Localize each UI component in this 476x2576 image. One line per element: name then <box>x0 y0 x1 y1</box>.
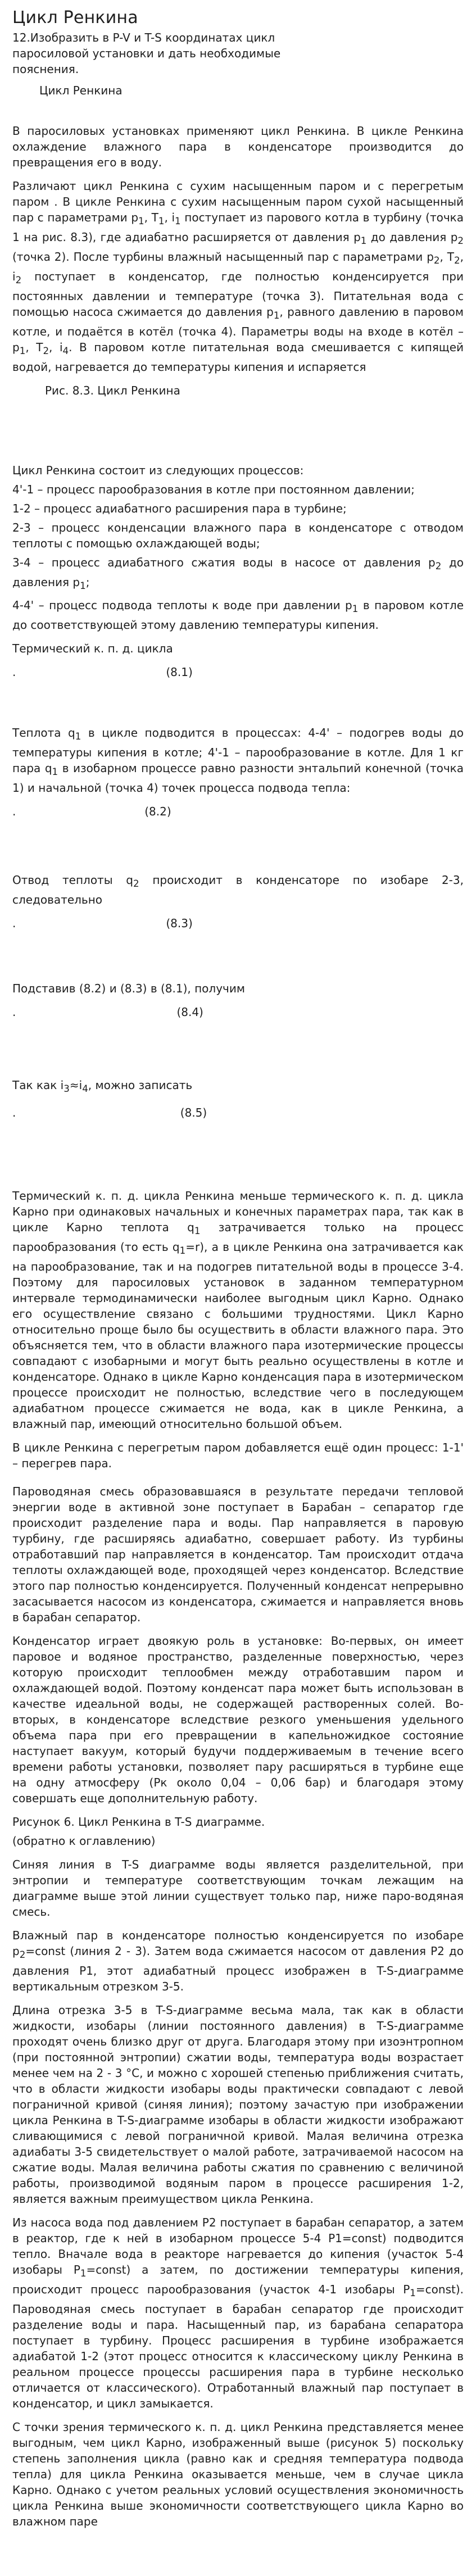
formula-8-5: . (8.5) <box>12 1106 207 1119</box>
figure-6-caption: Рисунок 6. Цикл Ренкина в T-S диаграмме. <box>12 1815 265 1829</box>
formula-8-4: . (8.4) <box>12 1005 203 1019</box>
formula-8-1: . (8.1) <box>12 665 193 679</box>
since-paragraph: Так как $i_3\approx i_4$, можно записать <box>12 1078 193 1094</box>
substitute-paragraph: Подставив (8.2) и (8.3) в (8.1), получим <box>12 982 245 995</box>
process-item: 4'-1 – процесс парообразования в котле при постоянном давлении; <box>12 483 415 496</box>
final-paragraph: С точки зрения термического к. п. д. цикл Ренкина представляется менее выгодным, чем цикл Карно, изображенный выше (рисунок 5) поскольку степень заполнения цикла (равно как и средняя температура подвода тепла) для цикла Ренкина оказывается меньше, чем в случае цикла Карно. Однако с учетом реальных условий осуществления экономичность цикла Ренкина выше экономичности соответствующего цикла Карно во влажном паре <box>12 2420 464 2528</box>
thermal-efficiency-label: Термический к. п. д. цикла <box>12 642 173 655</box>
process-item: 1-2 – процесс адиабатного расширения пара в турбине; <box>12 502 347 515</box>
processes-intro: Цикл Ренкина состоит из следующих процессов: <box>12 464 304 477</box>
ts-paragraph-1: Синяя линия в T-S диаграмме воды является разделительной, при энтропии и температуре соответствующим точкам лежащим на диаграмме выше этой линии существует только пар, ниже паро-водяная смесь. <box>12 1858 464 1919</box>
question-text: 12.Изобразить в P-V и T-S координатах цикл паросиловой установки и дать необходимые пояснения. <box>12 31 281 76</box>
ts-paragraph-3: Длина отрезка 3-5 в T-S-диаграмме весьма мала, так как в области жидкости, изобары (линии постоянного давления) в T-S-диаграмме проходят очень близко друг от друга. Благодаря этому при изоэнтропном (при постоянной энтропии) сжатии воды, температура воды возрастает менее чем на 2 - 3 °С, и можно с хорошей степенью приближения считать, что в области жидкости изобары воды практически совпадают с левой пограничной кривой (синяя линия); поэтому зачастую при изображении цикла Ренкина в T-S-диаграмме изобары в области жидкости изображают сливающимися с левой пограничной кривой. Малая величина отрезка адиабаты 3-5 свидетельствует о малой работе, затрачиваемой насосом на сжатие воды. Малая величина работы сжатия по сравнению с величиной работы, производимой водяным паром в процессе расширения 1-2, является важным преимуществом цикла Ренкина. <box>12 2003 464 2206</box>
ts-paragraph-2: Влажный пар в конденсаторе полностью конденсируется по изобаре $p_2=const$ (линия 2 - 3). Затем вода сжимается насосом от давления P2 до давления P1, этот адиабатный процесс изображен в T-S-диаграмме вертикальным отрезком 3-5. <box>12 1929 464 1993</box>
back-to-contents-link[interactable]: (обратно к оглавлению) <box>12 1834 156 1848</box>
intro-paragraph: В паросиловых установках применяют цикл Ренкина. В цикле Ренкина охлаждение влажного пара в конденсаторе производится до превращения его в воду. <box>12 124 464 169</box>
separator-paragraph: Пароводяная смесь образовавшаяся в результате передачи тепловой энергии воде в активной зоне поступает в Барабан – сепаратор где происходит разделение пара и воды. Пар направляется в паровую турбину, где расширяясь адиабатно, совершает работу. Из турбины отработавший пар направляется в конденсатор. Там происходит отдача теплоты охлаждающей воде, проходящей через конденсатор. Вследствие этого пар полностью конденсируется. Полученный конденсат непрерывно засасывается насосом из конденсатора, сжимается и направляется вновь в барабан сепаратор. <box>12 1485 464 1624</box>
cycle-description-paragraph: Различают цикл Ренкина с сухим насыщенным паром и с перегретым паром . В цикле Ренкина с сухим насыщенным паром сухой насыщенный пар с параметрами $p_1$, $T_1$, $i_1$ поступает из парового котла в турбину (точка 1 на рис. 8.3), где адиабатно расширяется от давления $p_1$ до давления $p_2$ (точка 2). После турбины влажный насыщенный пар с параметрами $p_2$, $T_2$, $i_2$ поступает в конденсатор, где полностью конденсируется при постоянных давлении и температуре (точка 3). Питательная вода с помощью насоса сжимается до давления $p_1$, равного давлению в паровом котле, и подаётся в котёл (точка 4). Параметры воды на входе в котёл – $p_1$, $T_2$, $i_4$. В паровом котле питательная вода смешивается с кипящей водой, нагревается до температуры кипения и испаряется <box>12 179 464 374</box>
process-item: 2-3 – процесс конденсации влажного пара в конденсаторе с отводом теплоты с помощью охлаждающей воды; <box>12 521 464 550</box>
page-title: Цикл Ренкина <box>12 8 138 28</box>
heat-q1-paragraph: Теплота $q_1$ в цикле подводится в процессах: 4-4' – подогрев воды до температуры кипения в котле; 4'-1 – парообразование в котле. Для 1 кг пара $q_1$ в изобарном процессе равно разности энтальпий конечной (точка 1) и начальной (точка 4) точек процесса подвода тепла: <box>12 726 464 795</box>
formula-8-2: . (8.2) <box>12 805 171 818</box>
formula-8-3: . (8.3) <box>12 917 193 930</box>
process-item: 4-4' – процесс подвода теплоты к воде при давлении $p_1$ в паровом котле до соответствующей этому давлению температуры кипения. <box>12 598 464 632</box>
comparison-paragraph: Термический к. п. д. цикла Ренкина меньше термического к. п. д. цикла Карно при одинаковых начальных и конечных параметрах пара, так как в цикле Карно теплота $q_1$ затрачивается только на процесс парообразования (то есть $q_1=r$), а в цикле Ренкина она затрачивается как на парообразование, так и на подогрев питательной воды в процессе 3-4. Поэтому для паросиловых установок в заданном температурном интервале термодинамически наиболее выгодным цикл Карно. Однако его осуществление связано с большими трудностями. Цикл Карно относительно проще было бы осуществить в области влажного пара. Это объясняется тем, что в области влажного пара изотермические процессы совпадают с изобарными и могут быть реально осуществлены в котле и конденсаторе. Однако в цикле Карно конденсация пара в изотермическом процессе происходит не полностью, вследствие чего в последующем адиабатном процессе сжимается не вода, как в цикле Ренкина, а влажный пар, имеющий относительно большой объем. <box>12 1189 464 1431</box>
document-page <box>0 8 476 2576</box>
cycle-label: Цикл Ренкина <box>39 84 123 97</box>
heat-q2-paragraph: Отвод теплоты $q_2$ происходит в конденсаторе по изобаре 2-3, следовательно <box>12 873 464 906</box>
condenser-paragraph: Конденсатор играет двоякую роль в установке: Во-первых, он имеет паровое и водяное пространство, разделенные поверхностью, через которую происходит теплообмен между отработавшим паром и охлаждающей водой. Поэтому конденсат пара может быть использован в качестве идеальной воды, не содержащей растворенных солей. Во-вторых, в конденсаторе вследствие резкого уменьшения удельного объема пара при его превращении в капельножидкое состояние наступает вакуум, который будучи поддерживаемым в течение всего времени работы установки, позволяет пару расширяться в турбине еще на одну атмосферу (Рк около 0,04 – 0,06 бар) и благодаря этому совершать еще дополнительную работу. <box>12 1634 464 1805</box>
ts-paragraph-4: Из насоса вода под давлением P2 поступает в барабан сепаратор, а затем в реактор, где к ней в изобарном процессе 5-4 P1=const) подводится тепло. Вначале вода в реакторе нагревается до кипения (участок 5-4 изобары $P_1=const$) а затем, по достижении температуры кипения, происходит процесс парообразования (участок 4-1 изобары $P_1=const$). Пароводяная смесь поступает в барабан сепаратор где происходит разделение воды и пара. Насыщенный пар, из барабана сепаратора поступает в турбину. Процесс расширения в турбине изображается адиабатой 1-2 (этот процесс относится к классическому циклу Ренкина в реальном процессе процессы расширения пара в турбине несколько отличается от классического). Отработанный влажный пар поступает в конденсатор, и цикл замыкается. <box>12 2216 464 2410</box>
figure-8-3-caption: Рис. 8.3. Цикл Ренкина <box>45 384 180 397</box>
superheat-paragraph: В цикле Ренкина с перегретым паром добавляется ещё один процесс: 1-1' – перегрев пара. <box>12 1441 464 1470</box>
process-item: 3-4 – процесс адиабатного сжатия воды в насосе от давления $p_2$ до давления $p_1$; <box>12 556 464 591</box>
